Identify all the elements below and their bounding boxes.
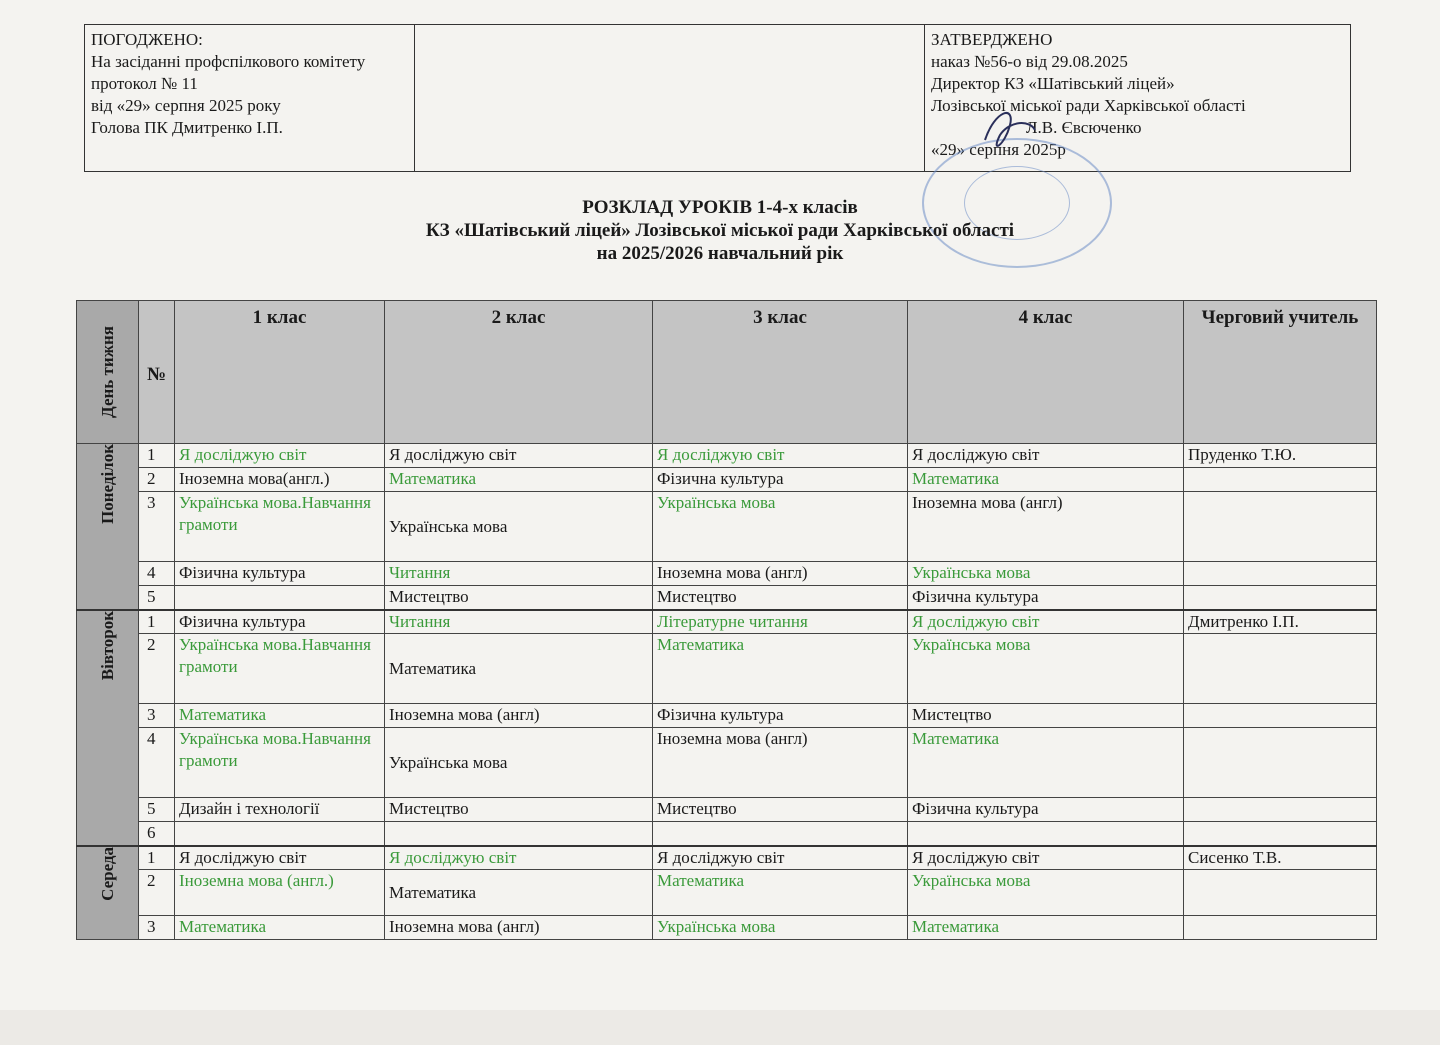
subject-cell-c2: Іноземна мова (англ) bbox=[385, 916, 653, 940]
subject-cell-c4: Фізична культура bbox=[908, 586, 1184, 610]
subject-cell-c3: Мистецтво bbox=[653, 798, 908, 822]
subject-cell-c1: Математика bbox=[175, 916, 385, 940]
subject-cell-c1: Іноземна мова (англ.) bbox=[175, 870, 385, 916]
approval-header bbox=[84, 24, 1351, 172]
subject-cell-c4: Математика bbox=[908, 916, 1184, 940]
subject-cell-c1: Я досліджую світ bbox=[175, 846, 385, 870]
table-row bbox=[77, 916, 1377, 940]
subject-cell-c2: Мистецтво bbox=[385, 798, 653, 822]
subject-cell-c4: Мистецтво bbox=[908, 704, 1184, 728]
subject-cell-c2: Українська мова bbox=[385, 728, 653, 798]
approved-date: «29» серпня 2025р bbox=[931, 140, 1066, 159]
header-class-3: 3 клас bbox=[653, 301, 908, 444]
duty-teacher-cell bbox=[1184, 704, 1377, 728]
lesson-number: 1 bbox=[139, 444, 175, 468]
subject-cell-c4: Українська мова bbox=[908, 870, 1184, 916]
subject-cell-c1: Українська мова.Навчання грамоти bbox=[175, 492, 385, 562]
day-label: Понеділок bbox=[97, 444, 117, 524]
table-row bbox=[77, 610, 1377, 634]
subject-cell-c3: Математика bbox=[653, 870, 908, 916]
subject-cell-c1 bbox=[175, 822, 385, 846]
approved-order: наказ №56-о від 29.08.2025 bbox=[931, 52, 1128, 71]
duty-teacher-cell bbox=[1184, 916, 1377, 940]
day-label-cell bbox=[77, 610, 139, 846]
approved-name: Л.В. Євсюченко bbox=[1026, 118, 1142, 137]
subject-cell-c2: Математика bbox=[385, 634, 653, 704]
subject-cell-c2: Читання bbox=[385, 610, 653, 634]
duty-teacher-cell bbox=[1184, 586, 1377, 610]
schedule-title bbox=[0, 196, 1440, 265]
approved-title: ЗАТВЕРДЖЕНО bbox=[931, 30, 1053, 49]
duty-teacher-cell bbox=[1184, 728, 1377, 798]
subject-cell-c4: Математика bbox=[908, 728, 1184, 798]
day-label-cell bbox=[77, 846, 139, 940]
lesson-number: 4 bbox=[139, 728, 175, 798]
schedule-table bbox=[76, 300, 1377, 940]
duty-teacher-cell bbox=[1184, 562, 1377, 586]
agreed-title: ПОГОДЖЕНО: bbox=[91, 30, 203, 49]
duty-teacher-cell bbox=[1184, 492, 1377, 562]
duty-teacher-cell: Сисенко Т.В. bbox=[1184, 846, 1377, 870]
subject-cell-c4: Я досліджую світ bbox=[908, 444, 1184, 468]
header-day: День тижня bbox=[77, 301, 139, 444]
subject-cell-c1: Українська мова.Навчання грамоти bbox=[175, 728, 385, 798]
lesson-number: 6 bbox=[139, 822, 175, 846]
subject-cell-c3: Іноземна мова (англ) bbox=[653, 562, 908, 586]
subject-cell-c4: Іноземна мова (англ) bbox=[908, 492, 1184, 562]
subject-cell-c2 bbox=[385, 822, 653, 846]
header-num: № bbox=[139, 301, 175, 444]
subject-cell-c3: Я досліджую світ bbox=[653, 444, 908, 468]
subject-cell-c4: Українська мова bbox=[908, 562, 1184, 586]
table-row bbox=[77, 822, 1377, 846]
duty-teacher-cell bbox=[1184, 870, 1377, 916]
subject-cell-c3 bbox=[653, 822, 908, 846]
duty-teacher-cell bbox=[1184, 468, 1377, 492]
day-label: Вівторок bbox=[97, 610, 117, 680]
subject-cell-c1: Я досліджую світ bbox=[175, 444, 385, 468]
subject-cell-c2: Я досліджую світ bbox=[385, 846, 653, 870]
subject-cell-c2: Іноземна мова (англ) bbox=[385, 704, 653, 728]
header-class-1: 1 клас bbox=[175, 301, 385, 444]
table-row bbox=[77, 798, 1377, 822]
lesson-number: 2 bbox=[139, 468, 175, 492]
subject-cell-c2: Читання bbox=[385, 562, 653, 586]
agreed-date: від «29» серпня 2025 року bbox=[91, 96, 281, 115]
subject-cell-c1: Іноземна мова(англ.) bbox=[175, 468, 385, 492]
lesson-number: 1 bbox=[139, 846, 175, 870]
table-row bbox=[77, 870, 1377, 916]
table-row bbox=[77, 634, 1377, 704]
approved-council: Лозівської міської ради Харківської області bbox=[931, 96, 1246, 115]
duty-teacher-cell bbox=[1184, 634, 1377, 704]
header-class-4: 4 клас bbox=[908, 301, 1184, 444]
subject-cell-c3: Українська мова bbox=[653, 492, 908, 562]
subject-cell-c3: Математика bbox=[653, 634, 908, 704]
day-label: Середа bbox=[97, 846, 117, 901]
table-row bbox=[77, 444, 1377, 468]
subject-cell-c3: Фізична культура bbox=[653, 468, 908, 492]
duty-teacher-cell bbox=[1184, 798, 1377, 822]
director-signature bbox=[975, 100, 1045, 160]
subject-cell-c3: Літературне читання bbox=[653, 610, 908, 634]
agreed-committee: На засіданні профспілкового комітету bbox=[91, 52, 366, 71]
lesson-number: 1 bbox=[139, 610, 175, 634]
table-row bbox=[77, 562, 1377, 586]
subject-cell-c1: Фізична культура bbox=[175, 562, 385, 586]
title-line-2: КЗ «Шатівський ліцей» Лозівської міської ради Харківської області bbox=[425, 220, 1015, 241]
subject-cell-c3: Мистецтво bbox=[653, 586, 908, 610]
subject-cell-c2: Мистецтво bbox=[385, 586, 653, 610]
subject-cell-c1 bbox=[175, 586, 385, 610]
duty-teacher-cell: Дмитренко І.П. bbox=[1184, 610, 1377, 634]
subject-cell-c4: Я досліджую світ bbox=[908, 846, 1184, 870]
table-row bbox=[77, 492, 1377, 562]
duty-teacher-cell bbox=[1184, 822, 1377, 846]
subject-cell-c3: Українська мова bbox=[653, 916, 908, 940]
header-row bbox=[77, 301, 1377, 444]
table-row bbox=[77, 846, 1377, 870]
subject-cell-c4: Математика bbox=[908, 468, 1184, 492]
lesson-number: 3 bbox=[139, 492, 175, 562]
title-line-1: РОЗКЛАД УРОКІВ 1-4-х класів bbox=[582, 197, 858, 218]
subject-cell-c3: Іноземна мова (англ) bbox=[653, 728, 908, 798]
header-duty-teacher: Черговий учитель bbox=[1184, 301, 1377, 444]
lesson-number: 4 bbox=[139, 562, 175, 586]
subject-cell-c1: Дизайн і технології bbox=[175, 798, 385, 822]
lesson-number: 2 bbox=[139, 870, 175, 916]
agreed-block bbox=[85, 25, 415, 172]
subject-cell-c2: Я досліджую світ bbox=[385, 444, 653, 468]
subject-cell-c3: Я досліджую світ bbox=[653, 846, 908, 870]
approved-director: Директор КЗ «Шатівський ліцей» bbox=[931, 74, 1175, 93]
subject-cell-c1: Математика bbox=[175, 704, 385, 728]
subject-cell-c2: Математика bbox=[385, 870, 653, 916]
title-line-3: на 2025/2026 навчальний рік bbox=[596, 243, 844, 264]
table-row bbox=[77, 728, 1377, 798]
subject-cell-c1: Українська мова.Навчання грамоти bbox=[175, 634, 385, 704]
lesson-number: 3 bbox=[139, 704, 175, 728]
subject-cell-c4: Українська мова bbox=[908, 634, 1184, 704]
lesson-number: 5 bbox=[139, 586, 175, 610]
header-empty-cell bbox=[415, 25, 925, 172]
subject-cell-c2: Математика bbox=[385, 468, 653, 492]
subject-cell-c4: Фізична культура bbox=[908, 798, 1184, 822]
agreed-head: Голова ПК Дмитренко І.П. bbox=[91, 118, 283, 137]
subject-cell-c2: Українська мова bbox=[385, 492, 653, 562]
paper-edge bbox=[0, 1010, 1440, 1045]
table-row bbox=[77, 468, 1377, 492]
header-class-2: 2 клас bbox=[385, 301, 653, 444]
lesson-number: 3 bbox=[139, 916, 175, 940]
agreed-protocol: протокол № 11 bbox=[91, 74, 198, 93]
day-label-cell bbox=[77, 444, 139, 610]
subject-cell-c4: Я досліджую світ bbox=[908, 610, 1184, 634]
table-row bbox=[77, 704, 1377, 728]
duty-teacher-cell: Пруденко Т.Ю. bbox=[1184, 444, 1377, 468]
lesson-number: 2 bbox=[139, 634, 175, 704]
lesson-number: 5 bbox=[139, 798, 175, 822]
subject-cell-c1: Фізична культура bbox=[175, 610, 385, 634]
subject-cell-c4 bbox=[908, 822, 1184, 846]
schedule-body bbox=[77, 444, 1377, 940]
subject-cell-c3: Фізична культура bbox=[653, 704, 908, 728]
table-row bbox=[77, 586, 1377, 610]
